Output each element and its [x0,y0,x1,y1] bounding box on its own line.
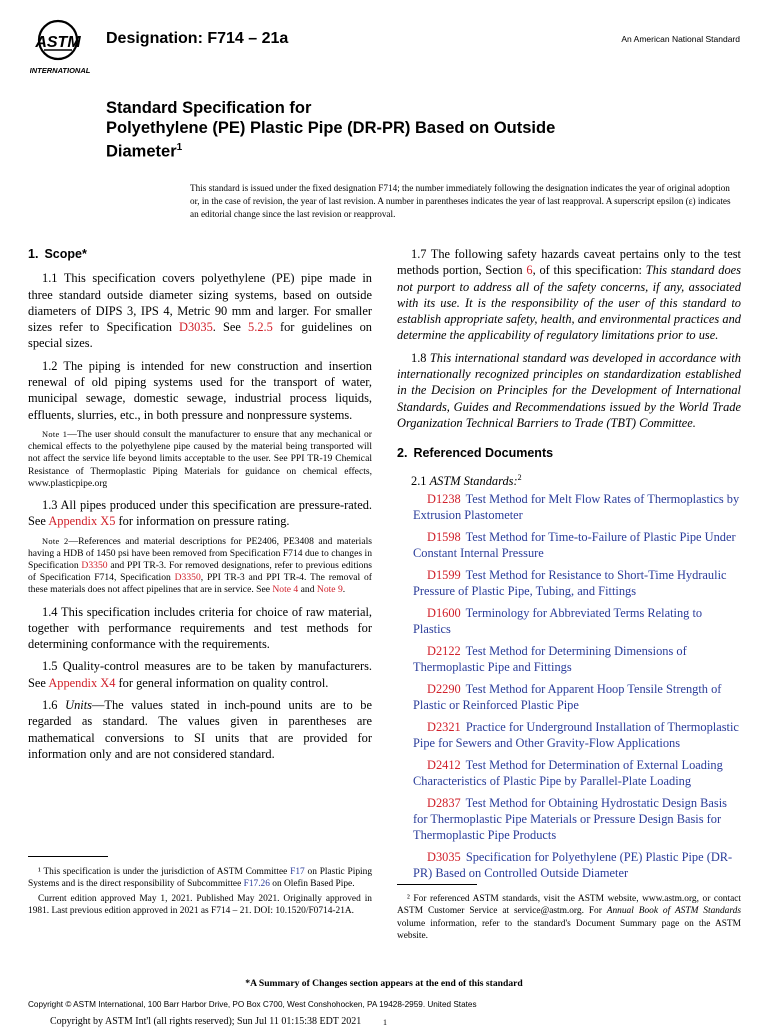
title-line-1: Standard Specification for [106,99,312,117]
title-line-3 [106,138,666,162]
footnote-2-italic: Annual Book of ASTM Standards [606,906,741,917]
para-1-6 [28,697,372,762]
reference-title-link[interactable]: Test Method for Determining Dimensions of Thermoplastic Pipe and Fittings [413,643,687,674]
para-1-8 [397,350,741,431]
footnote-2-a: ² For referenced ASTM standards, visit the ASTM website, www.astm.org, or contact ASTM Customer Service at service@astm.org. For [397,894,741,917]
para-2-1-num: 2.1 [411,473,430,488]
para-1-3 [28,497,372,530]
left-column [28,246,372,768]
reference-code-link[interactable]: D2122 [427,643,461,658]
reference-code-link[interactable]: D2321 [427,719,461,734]
section-2-number: 2. [397,446,408,461]
footnote-1-a: ¹ This specification is under the jurisdiction of ASTM Committee [38,867,291,877]
para-1-1 [28,270,372,351]
footnote-2 [397,893,741,942]
link-subcommittee-f17-26[interactable]: F17.26 [243,879,270,890]
note-2 [28,536,372,597]
para-1-7 [397,246,741,344]
section-1-number: 1. [28,247,39,261]
logo-text: ASTM [35,34,81,51]
note-1-text: —The user should consult the manufacturer to ensure that any mechanical or chemical effects to the polyethylene pipe caused by the material being transported will not affect the service life beyond limits acceptable to the user. See PPI TR-19 Chemical Resistance of Thermoplastic Piping Materials for guidance on chemical effects, www.plasticpipe.org [28,428,372,489]
designation: Designation: F714 – 21a [106,30,289,47]
astm-logo [30,18,94,76]
para-1-3-a: 1.3 All pipes produced under this specification are pressure-rated. See [28,497,372,529]
note-2-label: Note 2 [42,536,69,546]
reference-item [397,757,741,789]
reference-code-link[interactable]: D1600 [427,605,461,620]
footnote-1-edition: Current edition approved May 1, 2021. Published May 2021. Originally approved in 1981. Last previous edition approved in 2021 as F714 – 21. DOI: 10.1520/F0714-21A. [28,893,372,916]
para-1-7-a: 1.7 The following safety hazards caveat pertains only to the test methods portion, Section [397,247,741,278]
reference-item [397,567,741,599]
download-stamp: Copyright by ASTM Int'l (all rights reserved); Sun Jul 11 01:15:38 EDT 2021 [50,1016,362,1027]
reference-item [397,491,741,523]
para-1-6-units: Units [65,698,92,713]
reference-title-link[interactable]: Test Method for Melt Flow Rates of Thermoplastics by Extrusion Plastometer [413,491,740,522]
note-2-a: —References and material descriptions for PE2406, PE3408 and materials having a HDB of 1450 psi have been removed from Specification F714 due to changes in Specification [28,535,372,571]
reference-title-link[interactable]: Practice for Underground Installation of Thermoplastic Pipe for Sewers and Other Gravity-Flow Applications [413,719,739,750]
logo-subtext: INTERNATIONAL [30,66,91,75]
para-1-3-b: for information on pressure rating. [115,514,290,529]
astm-footnote-mark[interactable]: 2 [517,472,522,482]
reference-title-link[interactable]: Test Method for Determination of External Loading Characteristics of Plastic Pipe by Parallel-Plate Loading [413,757,723,788]
link-committee-f17[interactable]: F17 [290,867,305,877]
reference-code-link[interactable]: D1599 [427,567,461,582]
para-1-6-a: 1.6 [42,698,66,713]
reference-title-link[interactable]: Terminology for Abbreviated Terms Relating to Plastics [413,605,703,636]
note-1 [28,429,372,490]
para-2-1 [397,470,741,489]
section-2-title: Referenced Documents [413,446,554,461]
reference-item [397,643,741,675]
summary-of-changes-note: *A Summary of Changes section appears at the end of this standard [245,978,523,989]
link-section-6[interactable]: 6 [526,263,533,278]
link-d3350-a[interactable]: D3350 [81,559,108,571]
title-line-2: Polyethylene (PE) Plastic Pipe (DR-PR) Based on Outside [106,119,556,137]
note-2-b: and PPI TR-3. For removed designations, refer to previous editions of Specification F714, Specification [28,559,372,584]
link-note-4[interactable]: Note 4 [272,584,299,596]
footnote-1-c: on Olefin Based Pipe. [269,879,355,890]
footnote-divider-left [28,856,108,857]
reference-title-link[interactable]: Test Method for Obtaining Hydrostatic Design Basis for Thermoplastic Pipe Materials or Pressure Design Basis for Thermoplastic Pipe Products [413,795,727,842]
para-1-5-b: for general information on quality control. [115,675,329,690]
reference-item [397,681,741,713]
reference-list [397,491,741,881]
link-d3035[interactable]: D3035 [179,320,213,335]
right-column [397,246,741,887]
para-1-7-caveat: This standard does not purport to address all of the safety concerns, if any, associated with its use. It is the responsibility of the user of this standard to establish appropriate safety, health, and environmental practices and determine the applicability of regulatory limitations prior to use. [397,263,741,343]
reference-code-link[interactable]: D1238 [427,491,461,506]
reference-item [397,605,741,637]
reference-code-link[interactable]: D3035 [427,849,461,864]
note-2-d: and [298,584,317,596]
reference-title-link[interactable]: Test Method for Time-to-Failure of Plastic Pipe Under Constant Internal Pressure [413,529,736,560]
para-1-1-a: 1.1 This specification covers polyethylene (PE) pipe made in three standard outside diameter sizing systems, based on outside diameters of DIPS 3, IPS 4, Metric 90 mm and larger. For smaller sizes refer to Specification [28,271,372,335]
link-appendix-x5[interactable]: Appendix X5 [48,514,116,529]
copyright-line: Copyright © ASTM International, 100 Barr Harbor Drive, PO Box C700, West Conshohocken, PA 19428-2959. United States [28,1000,477,1009]
reference-item [397,849,741,881]
reference-code-link[interactable]: D2837 [427,795,461,810]
para-1-1-b: . See [212,320,249,335]
para-1-1-c: for guidelines on special sizes. [28,320,372,351]
page-number: 1 [383,1018,387,1027]
link-note-9[interactable]: Note 9 [316,584,343,596]
reference-title-link[interactable]: Specification for Polyethylene (PE) Plastic Pipe (DR-PR) Based on Controlled Outside Diameter [413,849,733,880]
reference-title-link[interactable]: Test Method for Apparent Hoop Tensile Strength of Plastic or Reinforced Plastic Pipe [413,681,722,712]
link-d3350-b[interactable]: D3350 [174,572,201,584]
para-1-5-a: 1.5 Quality-control measures are to be taken by manufacturers. See [28,659,372,690]
footnote-1-jurisdiction [28,866,372,891]
reference-item [397,719,741,751]
reference-code-link[interactable]: D1598 [427,529,461,544]
footnote-1 [28,866,372,919]
link-appendix-x4[interactable]: Appendix X4 [48,675,116,690]
note-2-c: , PPI TR-3 and PPI TR-4. The removal of these materials does not affect pipelines that are in service. See [28,572,372,596]
footnote-2-text [397,893,741,942]
section-2-heading [397,445,741,461]
para-1-2: 1.2 The piping is intended for new construction and insertion renewal of old piping systems used for the transport of water, municipal sewage, domestic sewage, industrial process liquids, effluents, slurries, etc., in both pressure and nonpressure systems. [28,358,372,422]
para-1-4: 1.4 This specification includes criteria for choice of raw material, together with performance requirements and test methods for determining conformance with the requirements. [28,604,372,652]
para-1-5 [28,658,372,691]
issuance-note: This standard is issued under the fixed designation F714; the number immediately following the designation indicates the year of original adoption or, in the case of revision, the year of last revision. A number in parentheses indicates the year of last reapproval. A superscript epsilon (ε) indicates an editorial change since the last revision or reapproval. [190,183,731,219]
title-footnote-mark[interactable]: 1 [176,142,183,153]
section-1-title: Scope* [44,247,87,261]
astm-standards-label: ASTM Standards: [429,473,518,488]
note-1-label: Note 1 [42,429,68,439]
section-1-heading [28,246,372,262]
link-5-2-5[interactable]: 5.2.5 [248,320,273,335]
reference-title-link[interactable]: Test Method for Resistance to Short-Time Hydraulic Pressure of Plastic Pipe, Tubing, and Fittings [413,567,727,598]
para-1-7-b: , of this specification: [532,263,646,278]
reference-code-link[interactable]: D2290 [427,681,461,696]
reference-item [397,795,741,843]
para-1-8-a: 1.8 [411,350,430,365]
footnote-1-b: on Plastic Piping Systems and is the direct responsibility of Subcommittee [28,867,373,890]
footnote-2-b: volume information, refer to the standard's Document Summary page on the ASTM website. [397,918,741,941]
title-line-3-text: Diameter [106,142,177,161]
note-2-e: . [342,584,346,596]
national-standard-label: An American National Standard [621,34,740,44]
para-1-6-b: —The values stated in inch-pound units are to be regarded as standard. The values given in parentheses are mathematical conversions to SI units that are provided for information only and are not considered standard. [28,698,372,761]
document-title [106,98,666,162]
para-1-8-text: This international standard was developed in accordance with internationally recognized principles on standardization established in the Decision on Principles for the Development of International Standards, Guides and Recommendations issued by the World Trade Organization Technical Barriers to Trade (TBT) Committee. [397,350,741,430]
footnote-divider-right [397,884,477,885]
reference-item [397,529,741,561]
reference-code-link[interactable]: D2412 [427,757,461,772]
